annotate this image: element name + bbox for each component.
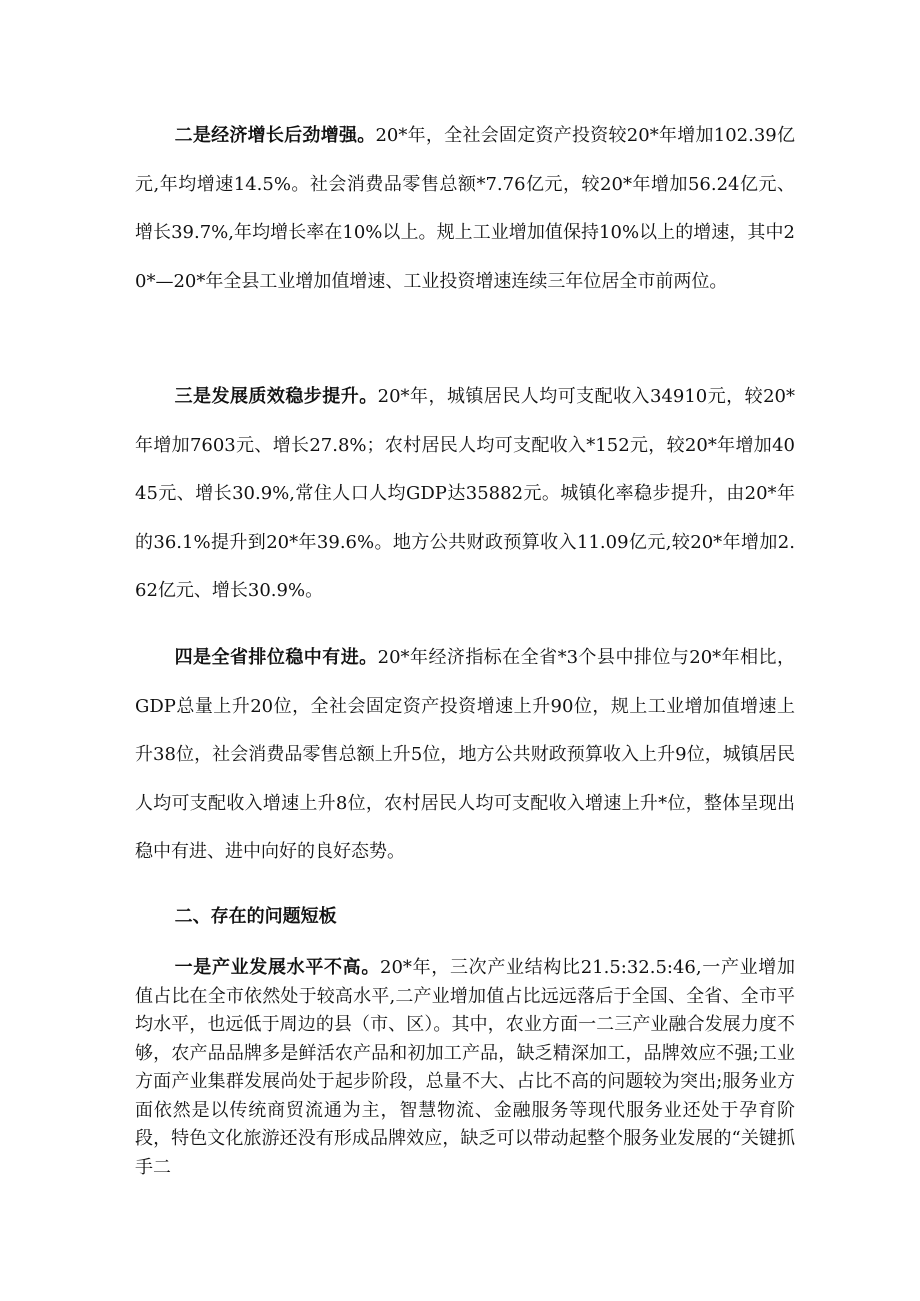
paragraph-provincial-ranking [135,634,795,877]
paragraph-lead: 一是产业发展水平不高。 [174,957,381,978]
section-heading: 二、存在的问题短板 [174,906,337,927]
paragraph-lead: 四是全省排位稳中有进。 [174,647,378,668]
paragraph-body: 20*年，全社会固定资产投资较20*年增加102.39亿元,年均增速14.5%。社会消费品零售总额*7.76亿元，较20*年增加56.24亿元、增长39.7%,年均增长率在10%以上。规上工业增加值保持10%以上的增速，其中20*—20*年全县工业增加值增速、工业投资增速连续三年位居全市前两位。 [135,125,795,292]
paragraph-economic-growth [135,112,795,306]
paragraph-lead: 三是发展质效稳步提升。 [174,386,378,407]
paragraph-body: 20*年，三次产业结构比21.5:32.5:46,一产业增加值占比在全市依然处于较高水平,二产业增加值占比远远落后于全国、全省、全市平均水平，也远低于周边的县（市、区）。其中，农业方面一二三产业融合发展力度不够，农产品品牌多是鲜活农产品和初加工产品，缺乏精深加工，品牌效应不强;工业方面产业集群发展尚处于起步阶段，总量不大、占比不高的问题较为突出;服务业方面依然是以传统商贸流通为主，智慧物流、金融服务等现代服务业还处于孕育阶段，特色文化旅游还没有形成品牌效应，缺乏可以带动起整个服务业发展的“关键抓手二 [135,957,795,1178]
paragraph-body: 20*年，城镇居民人均可支配收入34910元，较20*年增加7603元、增长27.8%；农村居民人均可支配收入*152元，较20*年增加4045元、增长30.9%,常住人口人均GDP达35882元。城镇化率稳步提升，由20*年的36.1%提升到20*年39.6%。地方公共财政预算收入11.09亿元,较20*年增加2.62亿元、增长30.9%。 [135,386,795,601]
paragraph-industry-level [135,954,795,1182]
paragraph-lead: 二是经济增长后劲增强。 [174,125,376,146]
paragraph-development-quality [135,373,795,616]
paragraph-body: 20*年经济指标在全省*3个县中排位与20*年相比，GDP总量上升20位，全社会固定资产投资增速上升90位，规上工业增加值增速上升38位，社会消费品零售总额上升5位，地方公共财政预算收入上升9位，城镇居民人均可支配收入增速上升8位，农村居民人均可支配收入增速上升*位，整体呈现出稳中有进、进中向好的良好态势。 [135,647,796,862]
